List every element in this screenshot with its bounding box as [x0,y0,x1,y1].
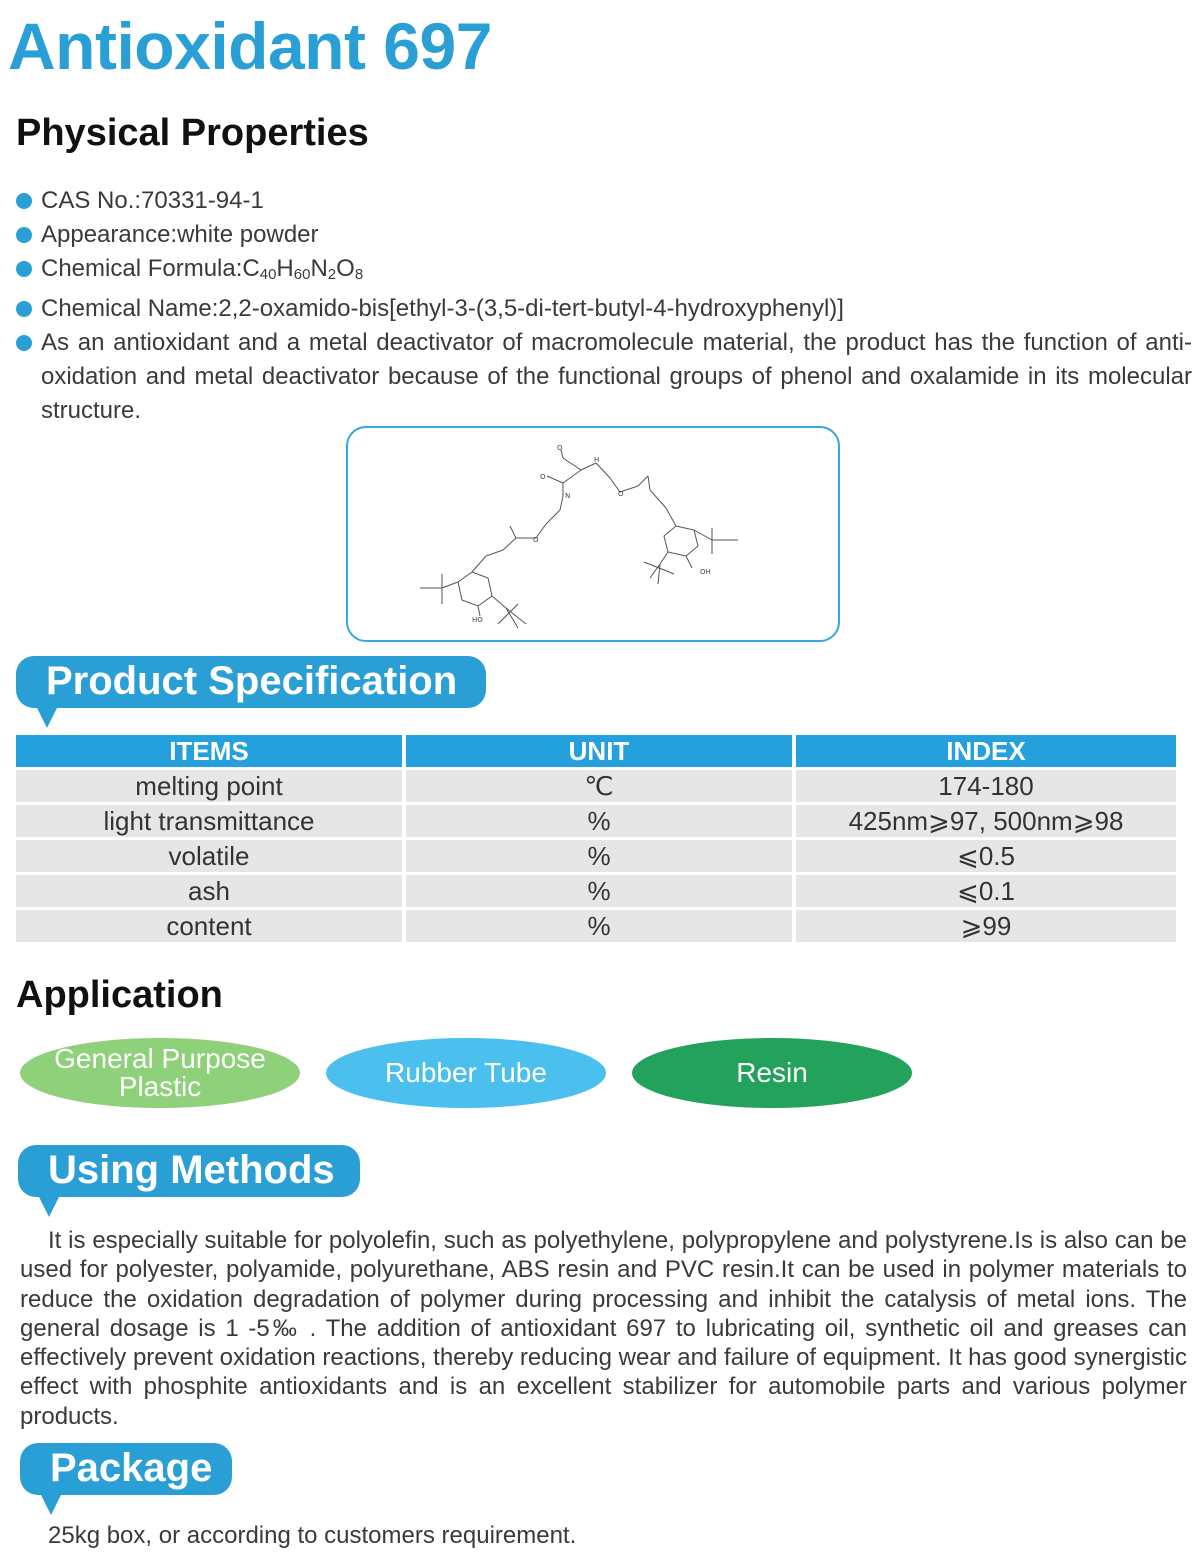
cell-index: 425nm⩾97, 500nm⩾98 [796,805,1176,837]
table-row [16,805,1176,837]
cell-unit: % [406,805,792,837]
structure-label-o2: O [540,473,546,481]
cell-unit: ℃ [406,770,792,802]
application-label: Resin [736,1057,808,1088]
structure-label-oh: OH [700,568,711,576]
chemical-name-text: Chemical Name:2,2-oxamido-bis[ethyl-3-(3,5-di-tert-butyl-4-hydroxyphenyl)] [41,295,844,322]
cell-item: melting point [16,770,402,802]
cell-unit: % [406,910,792,942]
appearance-text: Appearance:white powder [41,221,319,248]
cell-index: ⩽0.1 [796,875,1176,907]
bullet-icon [16,193,32,209]
bullet-icon [16,335,32,351]
package-text: 25kg box, or according to customers requirement. [48,1522,577,1549]
formula-o-count: 8 [354,266,364,283]
using-methods-label: Using Methods [48,1148,335,1192]
product-specification-label: Product Specification [46,659,458,703]
bullet-icon [16,301,32,317]
spec-table [12,732,1180,945]
application-label: General Purpose Plastic [54,1043,266,1102]
cell-item: ash [16,875,402,907]
formula-h: H [276,255,294,282]
description-text: As an antioxidant and a metal deactivator of macromolecule material, the product has the function of anti-oxidation and metal deactivator because of the functional groups of phenol and oxalamide in its molecular structure. [41,329,1192,424]
structure-label-o3: O [618,490,624,498]
cell-index: 174-180 [796,770,1176,802]
molecular-structure-box [346,426,840,642]
formula-h-count: 60 [293,266,311,283]
physical-properties-heading: Physical Properties [16,112,369,154]
physical-properties-list [16,184,1192,428]
pointer-icon [36,706,58,728]
application-rubber-tube [326,1038,606,1108]
property-formula [16,252,1192,292]
column-header-unit: UNIT [406,735,792,767]
structure-label-n: N [565,492,571,500]
cell-unit: % [406,875,792,907]
table-row [16,840,1176,872]
structure-label-nh: H [594,456,600,464]
using-methods-text: It is especially suitable for polyolefin, such as polyethylene, polypropylene and polystyrene.Is is also can be used for polyester, polyamide, polyurethane, ABS resin and PVC resin.It can be used in polymer materials to reduce the oxidation degradation of polymer during processing and inhibit the catalysis of metal ions. The general dosage is 1 -5‰ . The addition of antioxidant 697 to lubricating oil, synthetic oil and greases can effectively prevent oxidation reactions, thereby reducing wear and failure of equipment. It has good synergistic effect with phosphite antioxidants and is an excellent stabilizer for automobile parts and various polymer products. [20,1227,1187,1430]
property-cas [16,184,1192,218]
property-chemical-name [16,292,1192,326]
cell-index: ⩾99 [796,910,1176,942]
page-title: Antioxidant 697 [8,9,492,83]
cell-item: light transmittance [16,805,402,837]
cas-text: CAS No.:70331-94-1 [41,187,264,214]
pointer-icon [40,1493,62,1515]
package-label: Package [50,1446,213,1490]
product-specification-heading [16,656,486,708]
formula-label: Chemical Formula: [41,255,243,282]
application-general-purpose-plastic [20,1038,300,1108]
application-label: Rubber Tube [385,1057,547,1088]
cell-item: content [16,910,402,942]
cell-unit: % [406,840,792,872]
using-methods-heading [18,1145,360,1197]
structure-label-o4: O [533,536,539,544]
cell-item: volatile [16,840,402,872]
bullet-icon [16,261,32,277]
column-header-index: INDEX [796,735,1176,767]
spec-table-header [16,735,1176,767]
formula-o: O [336,255,355,282]
column-header-items: ITEMS [16,735,402,767]
property-appearance [16,218,1192,252]
property-description [16,326,1192,428]
application-heading: Application [16,974,223,1016]
pointer-icon [38,1195,60,1217]
table-row [16,910,1176,942]
formula-c-count: 40 [259,266,277,283]
application-resin [632,1038,912,1108]
table-row [16,875,1176,907]
structure-label-o1: O [557,444,563,452]
application-list [0,1038,1200,1110]
structure-label-ho: HO [472,616,483,624]
formula-n-count: 2 [327,266,337,283]
table-row [16,770,1176,802]
package-heading [20,1443,232,1495]
cell-index: ⩽0.5 [796,840,1176,872]
molecular-structure-diagram [348,428,838,640]
bullet-icon [16,227,32,243]
formula-n: N [310,255,328,282]
formula-c: C [242,255,260,282]
